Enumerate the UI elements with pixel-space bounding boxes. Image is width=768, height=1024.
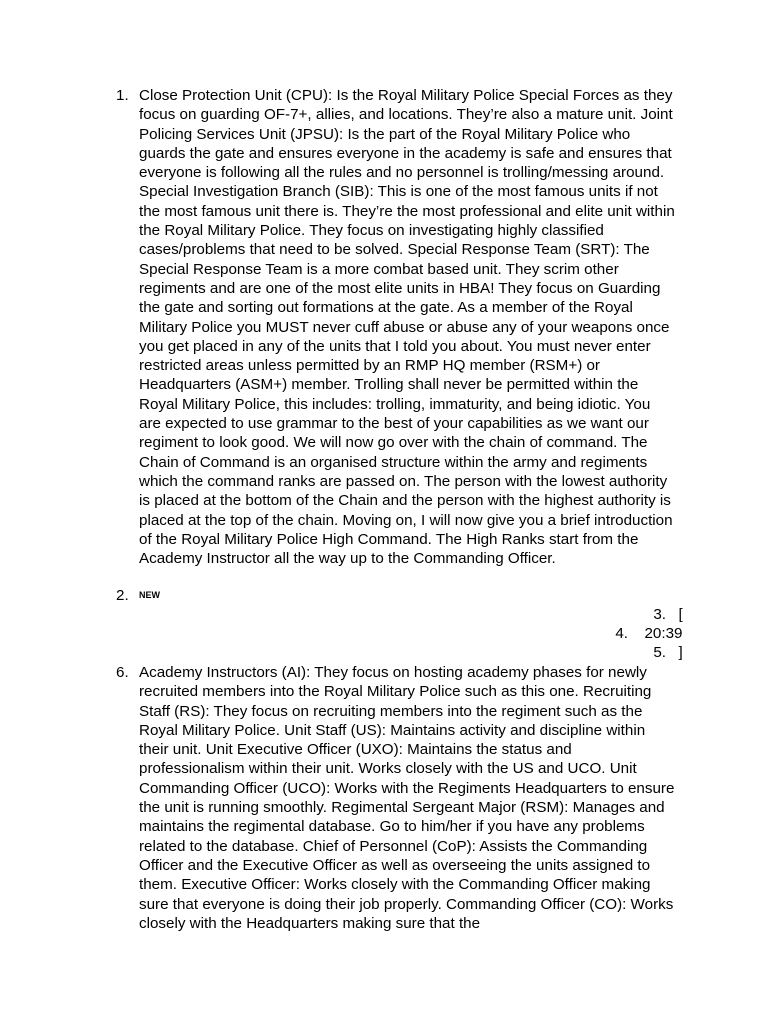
list-item-text: [ bbox=[678, 606, 683, 623]
list-item-number: 1. bbox=[116, 87, 129, 104]
list-item-text: 20:39 bbox=[644, 625, 683, 642]
list-item-3 bbox=[648, 605, 683, 624]
list-item-text: Close Protection Unit (CPU): Is the Royal Military Police Special Forces as they focus on guarding OF-7+, allies, and locations. They’re also a mature unit. Joint Policing Services Unit (JPSU): Is the part of the Royal Military Police who guards the gate and ensures everyone in the academy is safe and ensures that everyone is following all the rules and no personnel is trolling/messing around. Special Investigation Branch (SIB): This is one of the most famous units if not the most famous unit there is. They’re the most professional and elite unit within the Royal Military Police. They focus on investigating highly classified cases/problems that need to be solved. Special Response Team (SRT): The Special Response Team is a more combat based unit. They scrim other regiments and are one of the most elite units in HBA! They focus on Guarding the gate and sorting out formations at the gate. As a member of the Royal Military Police you MUST never cuff abuse or abuse any of your weapons once you get placed in any of the units that I told you about. You must never enter restricted areas unless permitted by an RMP HQ member (RSM+) or Headquarters (ASM+) member. Trolling shall never be permitted within the Royal Military Police, this includes: trolling, immaturity, and being idiotic. You are expected to use grammar to the best of your capabilities as we want our regiment to look good. We will now go over with the chain of command. The Chain of Command is an organised structure within the army and regiments which the command ranks are passed on. The person with the lowest authority is placed at the bottom of the Chain and the person with the highest authority is placed at the top of the chain. Moving on, I will now give you a brief introduction of the Royal Military Police High Command. The High Ranks start from the Academy Instructor all the way up to the Commanding Officer. bbox=[139, 87, 675, 568]
list-item-4 bbox=[610, 624, 682, 643]
list-item-number: 6. bbox=[116, 664, 129, 681]
list-item-5 bbox=[648, 643, 683, 662]
list-item-number: 5. bbox=[653, 644, 666, 661]
list-item-text: ] bbox=[678, 644, 683, 661]
list-item-number: 2. bbox=[116, 587, 129, 604]
list-item-text: Academy Instructors (AI): They focus on hosting academy phases for newly recruited members into the Royal Military Police such as this one. Recruiting Staff (RS): They focus on recruiting members into the regiment such as the Royal Military Police. Unit Staff (US): Maintains activity and discipline within their unit. Unit Executive Officer (UXO): Maintains the status and professionalism within their unit. Works closely with the US and UCO. Unit Commanding Officer (UCO): Works with the Regiments Headquarters to ensure the unit is running smoothly. Regimental Sergeant Major (RSM): Manages and maintains the regimental database. Go to him/her if you have any problems related to the database. Chief of Personnel (CoP): Assists the Commanding Officer and the Executive Officer as well as overseeing the units assigned to them. Executive Officer: Works closely with the Commanding Officer making sure that everyone is doing their job properly. Commanding Officer (CO): Works closely with the Headquarters making sure that the bbox=[139, 664, 675, 932]
new-label: NEW bbox=[139, 590, 160, 600]
list-item-number: 4. bbox=[615, 625, 628, 642]
list-item-number: 3. bbox=[653, 606, 666, 623]
